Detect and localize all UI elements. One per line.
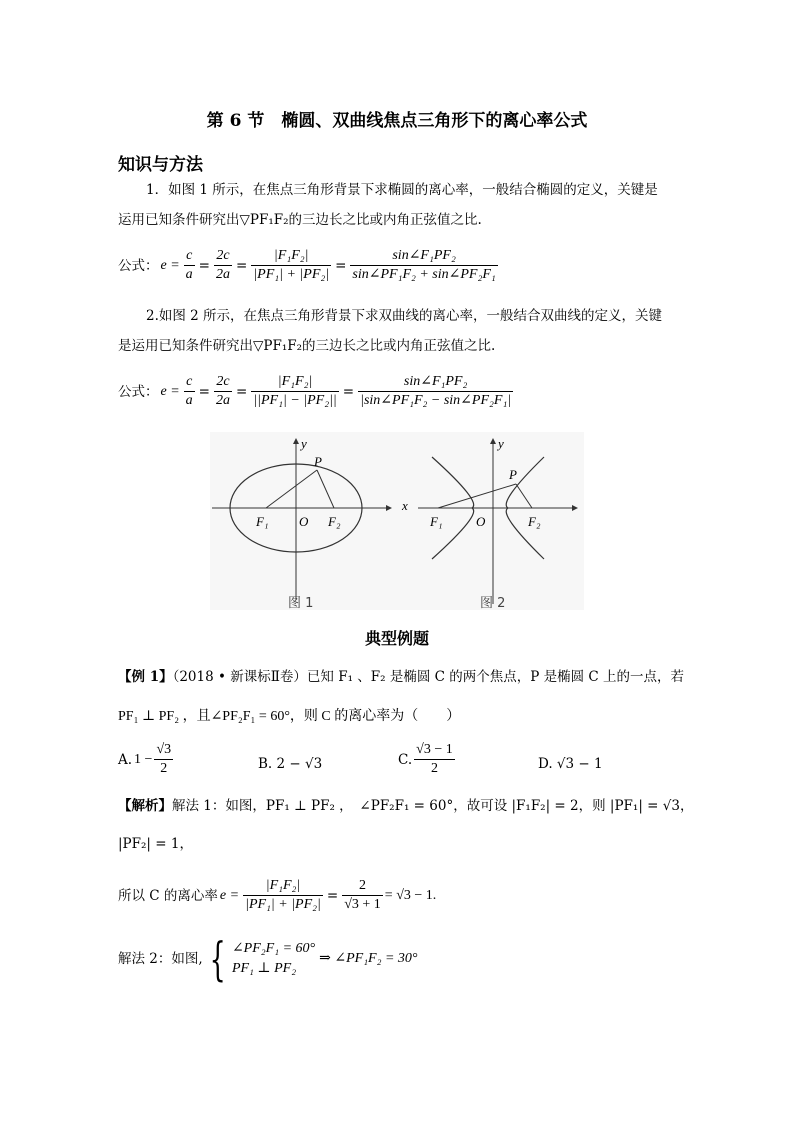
formula2-frac3-num: |F₁F₂| bbox=[251, 374, 338, 392]
solution-method2-pre: 解法 2：如图, bbox=[118, 951, 203, 967]
fig2-segment-pf1 bbox=[438, 484, 516, 508]
solution-line2: |PF₂| = 1， bbox=[118, 836, 193, 852]
formula2-frac4-num: sin∠F₁PF₂ bbox=[358, 374, 513, 392]
figure2-hyperbola-diagram bbox=[418, 436, 578, 604]
solution-line3-lhs: e = bbox=[219, 887, 240, 903]
option-b: B. 2 − √3 bbox=[258, 756, 323, 772]
para1-line1: 1．如图 1 所示，在焦点三角形背景下求椭圆的离心率，一般结合椭圆的定义，关键是 bbox=[146, 182, 658, 198]
figures-svg bbox=[210, 432, 584, 610]
fig2-label-y: y bbox=[498, 436, 504, 451]
formula1-frac3-num: |F₁F₂| bbox=[251, 248, 331, 266]
fig1-label-f1: F₁ bbox=[256, 514, 269, 529]
formula1-lhs: e = bbox=[160, 257, 180, 273]
formula2-frac4 bbox=[358, 374, 513, 409]
formula1-frac1-den: a bbox=[185, 267, 193, 282]
option-a-pre: 1 − bbox=[134, 751, 153, 767]
formula2: 公式： e = $\frac{c}{a}$ = $\frac{2c}{2a}$ = $\frac{\text{|F₁F₂|}}{\text{||PF₁| − |PF₂||}}$ = $\frac{\text{sin∠F₁PF₂}}{\text{|sin∠PF₁F₂ − sin∠PF₂F₁|}}$ bbox=[118, 374, 512, 408]
example1-line2: PF₁ ⊥ PF₂ ，且∠PF₂F₁ = 60°，则 C 的离心率为（ ） bbox=[118, 709, 461, 724]
formula1-frac2-den: 2a bbox=[215, 267, 230, 282]
formula2-frac1-num: c bbox=[184, 374, 195, 392]
figure-panel bbox=[210, 432, 584, 610]
brace-symbol: { bbox=[209, 932, 226, 986]
option-c bbox=[398, 742, 457, 777]
solution-line1 bbox=[118, 796, 693, 816]
solution-line3-frac1-den: |PF₁| + |PF₂| bbox=[245, 897, 321, 912]
figure1-ellipse-diagram bbox=[212, 436, 408, 600]
option-d: D. √3 − 1 bbox=[538, 756, 603, 772]
formula1-frac2 bbox=[214, 248, 232, 283]
figure2-caption: 图 2 bbox=[480, 596, 506, 611]
fig2-y-arrow bbox=[490, 438, 496, 444]
solution-line1-text: 解法 1：如图，PF₁ ⊥ PF₂ ， ∠PF₂F₁ = 60°，故可设 |F₁F₂| = 2，则 |PF₁| = √3， bbox=[172, 798, 694, 814]
formula2-lhs: e = bbox=[160, 383, 180, 399]
fig2-segment-pf2 bbox=[516, 484, 532, 508]
formula2-label: 公式： bbox=[118, 383, 159, 400]
formula2-frac2-num: 2c bbox=[214, 374, 232, 392]
fig1-label-y: y bbox=[301, 436, 307, 451]
solution-method2-cond2: PF₁ ⊥ PF₂ bbox=[231, 961, 297, 976]
fig1-x-arrow bbox=[386, 505, 392, 511]
formula1-frac4 bbox=[350, 248, 497, 283]
fig2-label-f2: F₂ bbox=[528, 514, 541, 529]
solution-prefix: 【解析】 bbox=[118, 798, 172, 814]
formula1-frac4-den: sin∠PF₁F₂ + sin∠PF₂F₁ bbox=[352, 267, 496, 282]
formula1-frac2-num: 2c bbox=[214, 248, 232, 266]
solution-method2 bbox=[118, 932, 418, 986]
option-c-num: √3 − 1 bbox=[414, 742, 455, 760]
formula1: 公式： e = $\frac{c}{a}$ = $\frac{2c}{2a}$ = $\frac{\text{|F₁F₂|}}{\text{|PF₁| + |PF₂|}}$ = $\frac{\text{sin∠F₁PF₂}}{\text{sin∠PF₁F₂ + sin∠PF₂F₁}}$ bbox=[118, 248, 496, 282]
example1-text-line1: 已知 F₁ 、F₂ 是椭圆 C 的两个焦点，P 是椭圆 C 上的一点，若 bbox=[306, 669, 685, 685]
page-title: 第 6 节 椭圆、双曲线焦点三角形下的离心率公式 bbox=[206, 111, 588, 131]
fig1-y-arrow bbox=[293, 438, 299, 444]
formula2-frac2-den: 2a bbox=[215, 393, 230, 408]
fig1-label-f2: F₂ bbox=[328, 514, 341, 529]
solution-line3-pre: 所以 C 的离心率 bbox=[118, 887, 218, 904]
solution-method2-result: ⇒ ∠PF₁F₂ = 30° bbox=[319, 951, 418, 966]
fig2-label-f1: F₁ bbox=[430, 514, 443, 529]
fig2-label-o: O bbox=[476, 514, 486, 529]
example1-source: （2018 • 新课标Ⅱ卷） bbox=[172, 669, 307, 685]
solution-line3-frac1-num: |F₁F₂| bbox=[243, 878, 323, 896]
para1-line2: 运用已知条件研究出▽PF₁F₂的三边长之比或内角正弦值之比. bbox=[118, 212, 482, 228]
solution-line3: 所以 C 的离心率 e = $\frac{\text{|F₁F₂|}}{\text{|PF₁| + |PF₂|}}$ = $\frac{2}{√3 + 1}$ = √3 − 1. bbox=[118, 878, 437, 912]
solution-line3-frac2 bbox=[342, 878, 383, 913]
example1-line1 bbox=[118, 667, 684, 687]
option-c-frac bbox=[414, 742, 455, 777]
option-c-den: 2 bbox=[430, 761, 438, 776]
figure1-caption: 图 1 bbox=[288, 596, 314, 611]
formula2-frac2 bbox=[214, 374, 232, 409]
formula1-frac3-den: |PF₁| + |PF₂| bbox=[253, 267, 330, 282]
option-a-label: A. bbox=[118, 751, 133, 768]
formula1-frac1 bbox=[184, 248, 195, 283]
option-a-num: √3 bbox=[154, 742, 173, 760]
section-heading: 知识与方法 bbox=[118, 155, 203, 175]
formula2-frac3 bbox=[251, 374, 338, 409]
formula2-frac3-den: ||PF₁| − |PF₂|| bbox=[253, 393, 337, 408]
solution-line3-frac2-den: √3 + 1 bbox=[344, 897, 381, 912]
para2-line1: 2.如图 2 所示，在焦点三角形背景下求双曲线的离心率，一般结合双曲线的定义，关键 bbox=[146, 308, 663, 324]
formula2-frac4-den: |sin∠PF₁F₂ − sin∠PF₂F₁| bbox=[360, 393, 512, 408]
formula1-frac3 bbox=[251, 248, 331, 283]
option-c-label: C. bbox=[398, 751, 413, 768]
fig2-x-arrow bbox=[572, 505, 578, 511]
formula1-label: 公式： bbox=[118, 257, 159, 274]
fig2-label-p: P bbox=[509, 467, 517, 482]
formula1-frac4-num: sin∠F₁PF₂ bbox=[350, 248, 497, 266]
solution-method2-conditions bbox=[232, 939, 315, 979]
option-a-frac bbox=[154, 742, 173, 777]
fig1-label-o: O bbox=[299, 514, 309, 529]
formula1-frac1-num: c bbox=[184, 248, 195, 266]
solution-method2-cond1: ∠PF₂F₁ = 60° bbox=[231, 941, 316, 956]
example1-prefix: 【例 1】 bbox=[118, 669, 173, 685]
solution-line3-frac2-num: 2 bbox=[342, 878, 383, 896]
formula2-frac1 bbox=[184, 374, 195, 409]
option-a bbox=[118, 742, 175, 777]
solution-line3-end: = √3 − 1. bbox=[384, 887, 437, 903]
option-a-den: 2 bbox=[160, 761, 168, 776]
fig1-segment-pf1 bbox=[266, 470, 317, 508]
formula2-frac1-den: a bbox=[185, 393, 193, 408]
examples-heading: 典型例题 bbox=[364, 629, 429, 648]
fig1-segment-pf2 bbox=[317, 470, 334, 508]
solution-line3-frac1 bbox=[243, 878, 323, 913]
para2-line2: 是运用已知条件研究出▽PF₁F₂的三边长之比或内角正弦值之比. bbox=[118, 338, 496, 354]
fig1-label-x: x bbox=[402, 498, 408, 513]
fig1-label-p: P bbox=[314, 454, 322, 469]
